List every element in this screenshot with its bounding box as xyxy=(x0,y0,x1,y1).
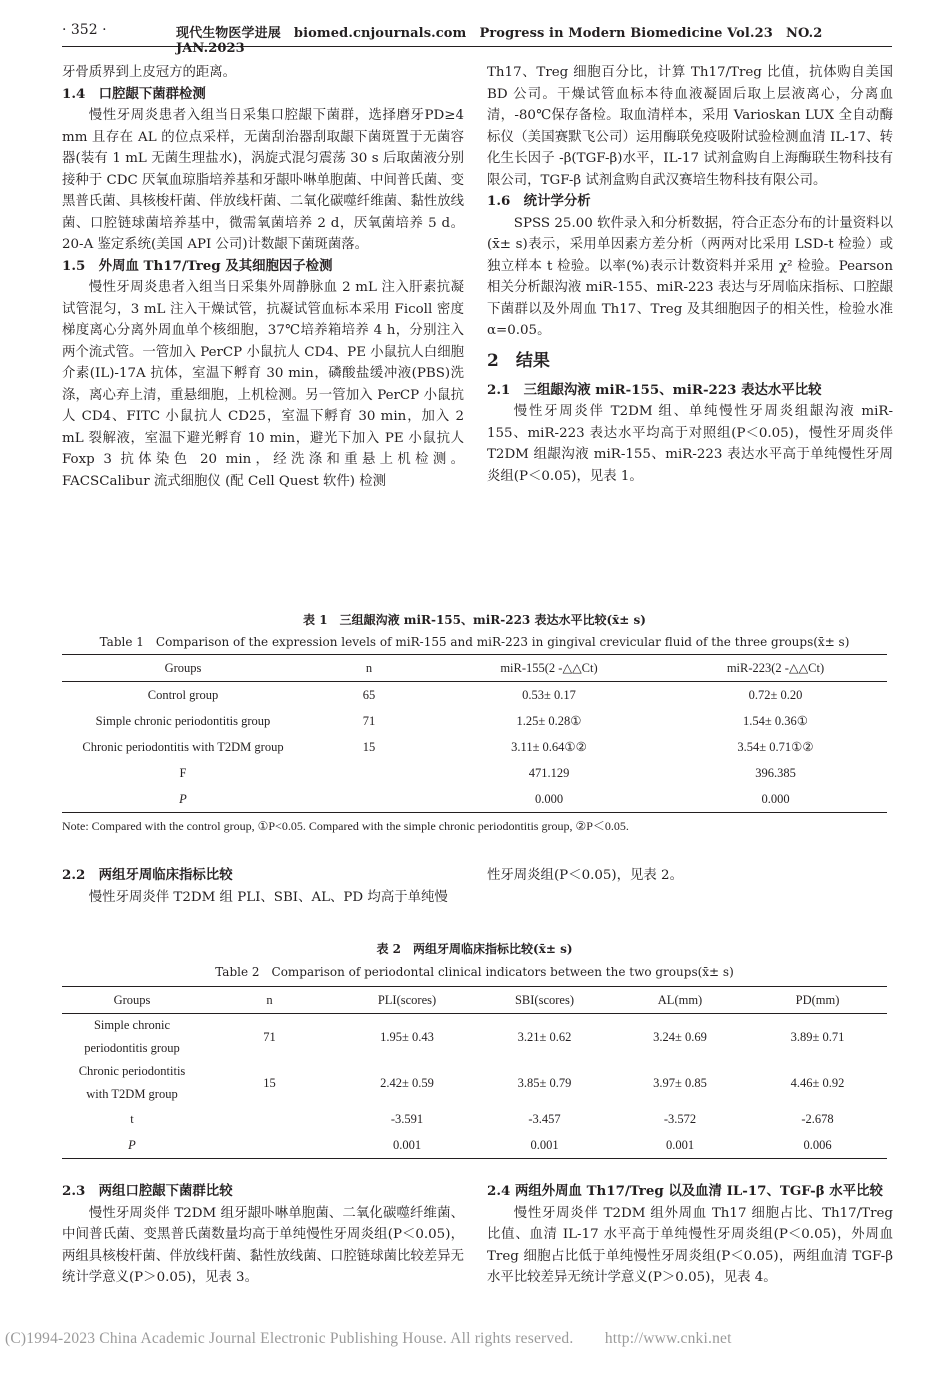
table-cell: 3.54± 0.71①② xyxy=(737,740,814,754)
table1 xyxy=(62,654,887,813)
table-cell: P xyxy=(62,786,304,813)
running-header xyxy=(62,18,892,56)
table-cell: -3.591 xyxy=(390,1111,424,1126)
table1-note: Note: Compared with the control group, ①P<0.05. Compared with the simple chronic periodontitis group, ②P＜0.05. xyxy=(62,819,629,833)
paragraph: 慢性牙周炎患者入组当日采集外周静脉血 2 mL 注入肝素抗凝试管混匀，3 mL 注入干燥试管，抗凝试管血标本采用 Ficoll 密度梯度离心分离外周血单个核细胞，37℃培养箱培养 4 h，分别注入两个流式管。一管加入 PerCP 小鼠抗人 CD4、PE 小鼠抗人白细胞介素(IL)-17A 抗体，室温下孵育 30 min，磷酸盐缓冲液(PBS)洗涤，离心弃上清，重悬细胞，上机检测。另一管加入 PerCP 小鼠抗人 CD4、FITC 小鼠抗人 CD25，室温下孵育 30 min，加入 2 mL 裂解液，室温下避光孵育 10 min，避光下加入 PE 小鼠抗人 Foxp 3 抗体染色 20 min，经洗涤和重悬上机检测。FACSCalibur 流式细胞仪 (配 Cell Quest 软件) 检测 xyxy=(62,280,464,489)
table-cell: 1.25± 0.28① xyxy=(516,714,582,728)
table-cell: 4.46± 0.92 xyxy=(790,1075,845,1090)
section-heading-1-4: 1.4 口腔龈下菌群检测 xyxy=(62,85,206,102)
table1-caption-en: Table 1 Comparison of the expression levels of miR-155 and miR-223 in gingival crevicular fluid of the three groups(x̄± s) xyxy=(99,635,850,649)
table-cell: 0.001 xyxy=(612,1132,748,1159)
table-cell: 0.006 xyxy=(748,1132,887,1159)
table-cell: 0.53± 0.17 xyxy=(522,687,576,702)
table-cell: 3.85± 0.79 xyxy=(517,1075,572,1090)
table-header-cell: PD(mm) xyxy=(748,987,887,1014)
table-row xyxy=(62,1106,887,1132)
table-header-cell: PLI(scores) xyxy=(337,987,477,1014)
table-row xyxy=(62,1132,887,1159)
table-cell: 1.95± 0.43 xyxy=(380,1029,434,1044)
table-cell xyxy=(202,1132,337,1159)
table-cell: 0.001 xyxy=(477,1132,612,1159)
paragraph: 慢性牙周炎伴 T2DM 组外周血 Th17 细胞占比、Th17/Treg 比值、血清 IL-17 水平高于单纯慢性牙周炎组(P＜0.05)，外周血Treg 细胞占比低于单纯慢性牙周炎组(P＜0.05)，两组血清 TGF-β 水平比较差异无统计学意义(P＞0.05)，见表 4。 xyxy=(487,1205,893,1285)
right-column-bottom xyxy=(487,1181,893,1289)
section-heading-results: 2 结果 xyxy=(487,350,550,371)
page-number: · 352 · xyxy=(62,22,107,38)
table-cell: 1.54± 0.36① xyxy=(743,714,808,728)
left-column-bottom xyxy=(62,1181,464,1289)
table-cell: 71 xyxy=(362,713,376,728)
table-cell: 0.000 xyxy=(664,786,887,813)
table-cell: 3.97± 0.85 xyxy=(653,1075,707,1090)
paragraph: Th17、Treg 细胞百分比，计算 Th17/Treg 比值，抗体购自美国 BD 公司。干燥试管血标本待血液凝固后取上层液离心，分离血清，-80℃保存备检。取血清样本，采用 Varioskan LUX 全自动酶标仪（美国赛默飞公司）运用酶联免疫吸附试验检测血清 IL-17、转化生长因子 -β(TGF-β)水平，IL-17 试剂盒购自上海酶联生物科技有限公司，TGF-β 试剂盒购自武汉赛培生物科技有限公司。 xyxy=(487,65,893,188)
table1-caption-zh: 表 1 三组龈沟液 miR-155、miR-223 表达水平比较(x̄± s) xyxy=(303,613,646,627)
table-cell: Chronic periodontitis with T2DM group xyxy=(82,739,284,754)
table-header-cell: AL(mm) xyxy=(612,987,748,1014)
table-cell: 0.001 xyxy=(337,1132,477,1159)
table-cell: Control group xyxy=(147,687,219,702)
section-heading-2-2: 2.2 两组牙周临床指标比较 xyxy=(62,867,233,883)
right-column-mid xyxy=(487,865,893,887)
paragraph: 慢性牙周炎伴 T2DM 组牙龈卟啉单胞菌、二氧化碳噬纤维菌、中间普氏菌、变黑普氏菌数量均高于单纯慢性牙周炎组(P＜0.05)，两组具核梭杆菌、伴放线杆菌、黏性放线菌、口腔链球菌比较差异无统计学意义(P＞0.05)，见表 3。 xyxy=(62,1205,464,1285)
table-header-cell: n xyxy=(304,655,434,682)
table-row xyxy=(62,1060,887,1106)
table-cell: 0.72± 0.20 xyxy=(748,687,803,702)
journal-header: 现代生物医学进展 biomed.cnjournals.com Progress in Modern Biomedicine Vol.23 NO.2 JAN.2023 xyxy=(176,26,836,56)
table-cell: 3.21± 0.62 xyxy=(517,1029,572,1044)
table-cell: Simple chronic periodontitis group xyxy=(95,713,271,728)
section-heading-1-5: 1.5 外周血 Th17/Treg 及其细胞因子检测 xyxy=(62,257,333,274)
table-cell xyxy=(304,786,434,813)
section-heading-2-1: 2.1 三组龈沟液 miR-155、miR-223 表达水平比较 xyxy=(487,381,822,398)
table-cell: 15 xyxy=(263,1075,276,1090)
left-column-mid xyxy=(62,865,464,908)
table-row xyxy=(62,1014,887,1061)
table-header-row xyxy=(62,655,887,682)
paragraph: 慢性牙周炎伴 T2DM 组、单纯慢性牙周炎组龈沟液 miR-155、miR-223 表达水平均高于对照组(P＜0.05)，慢性牙周炎伴 T2DM 组龈沟液 miR-155、miR-223 表达水平高于单纯慢性牙周炎组(P＜0.05)，见表 1。 xyxy=(487,404,893,484)
table-header-cell: Groups xyxy=(62,655,304,682)
table-header-cell: miR-155(2 -△△Ct) xyxy=(434,655,664,682)
paragraph: 慢性牙周炎伴 T2DM 组 PLI、SBI、AL、PD 均高于单纯慢 xyxy=(88,889,448,905)
table-cell: 396.385 xyxy=(755,765,796,780)
table-row xyxy=(62,760,887,786)
table-cell: t xyxy=(130,1111,134,1126)
table-header-cell: n xyxy=(202,987,337,1014)
table-header-cell: Groups xyxy=(62,987,202,1014)
table-row xyxy=(62,734,887,760)
table-header-cell: SBI(scores) xyxy=(477,987,612,1014)
table-cell: 65 xyxy=(362,687,376,702)
table-cell: Chronic periodontitis with T2DM group xyxy=(78,1064,186,1101)
table-cell xyxy=(202,1106,337,1132)
paragraph: 性牙周炎组(P＜0.05)，见表 2。 xyxy=(487,868,683,883)
paragraph: 慢性牙周炎患者入组当日采集口腔龈下菌群，选择磨牙PD≥4 mm 且存在 AL 的位点采样，无菌刮治器刮取龈下菌斑置于无菌容器(装有 1 mL 无菌生理盐水)，涡旋式混匀震荡 30 s 后取菌液分别接种于 CDC 厌氧血琼脂培养基和牙龈卟啉单胞菌、中间普氏菌、变黑普氏菌、具核梭杆菌、伴放线杆菌、二氧化碳噬纤维菌、黏性放线菌、口腔链球菌培养基中，微需氧菌培养 2 d，厌氧菌培养 5 d。20-A 鉴定系统(美国 API 公司)计数龈下菌斑菌落。 xyxy=(62,108,464,252)
table-cell: 3.11± 0.64①② xyxy=(511,740,587,754)
table-cell: 2.42± 0.59 xyxy=(380,1075,434,1090)
table-cell: 3.89± 0.71 xyxy=(790,1029,845,1044)
table2-caption-zh: 表 2 两组牙周临床指标比较(x̄± s) xyxy=(376,942,573,956)
header-rule xyxy=(62,46,892,47)
table-cell: 471.129 xyxy=(528,765,570,780)
table2 xyxy=(62,986,887,1159)
table-row xyxy=(62,708,887,734)
table-cell: Simple chronic periodontitis group xyxy=(84,1018,180,1055)
table-cell xyxy=(304,760,434,786)
table-cell: -3.457 xyxy=(528,1111,561,1126)
table-cell: -2.678 xyxy=(801,1111,834,1126)
left-column-top xyxy=(62,62,464,492)
paragraph: SPSS 25.00 软件录入和分析数据，符合正态分布的计量资料以(x̄± s)表示，采用单因素方差分析（两两对比采用 LSD-t 检验）或独立样本 t 检验。以率(%)表示计数资料并采用 χ² 检验。Pearson 相关分析龈沟液 miR-155、miR-223 表达与牙周临床指标、口腔龈下菌群以及外周血 Th17、Treg 及其细胞因子的相关性，检验水准α=0.05。 xyxy=(487,215,893,338)
section-heading-2-3: 2.3 两组口腔龈下菌群比较 xyxy=(62,1183,233,1199)
table-cell: F xyxy=(179,765,187,780)
copyright-footer: (C)1994-2023 China Academic Journal Electronic Publishing House. All rights reserved. http://www.cnki.net xyxy=(5,1330,732,1347)
table-cell: 0.000 xyxy=(434,786,664,813)
table-cell: 15 xyxy=(362,739,376,754)
table-header-cell: miR-223(2 -△△Ct) xyxy=(664,655,887,682)
table-header-row xyxy=(62,987,887,1014)
section-heading-2-4: 2.4 两组外周血 Th17/Treg 以及血清 IL-17、TGF-β 水平比较 xyxy=(487,1183,883,1199)
section-heading-1-6: 1.6 统计学分析 xyxy=(487,193,591,209)
paragraph: 牙骨质界到上皮冠方的距离。 xyxy=(62,65,237,80)
table-cell: 3.24± 0.69 xyxy=(653,1029,707,1044)
table-cell: P xyxy=(62,1132,202,1159)
table-row xyxy=(62,682,887,709)
table-cell: -3.572 xyxy=(663,1111,697,1126)
table-cell: 71 xyxy=(263,1029,276,1044)
right-column-top xyxy=(487,62,893,487)
table-row xyxy=(62,786,887,813)
table2-caption-en: Table 2 Comparison of periodontal clinical indicators between the two groups(x̄± s) xyxy=(215,965,734,979)
